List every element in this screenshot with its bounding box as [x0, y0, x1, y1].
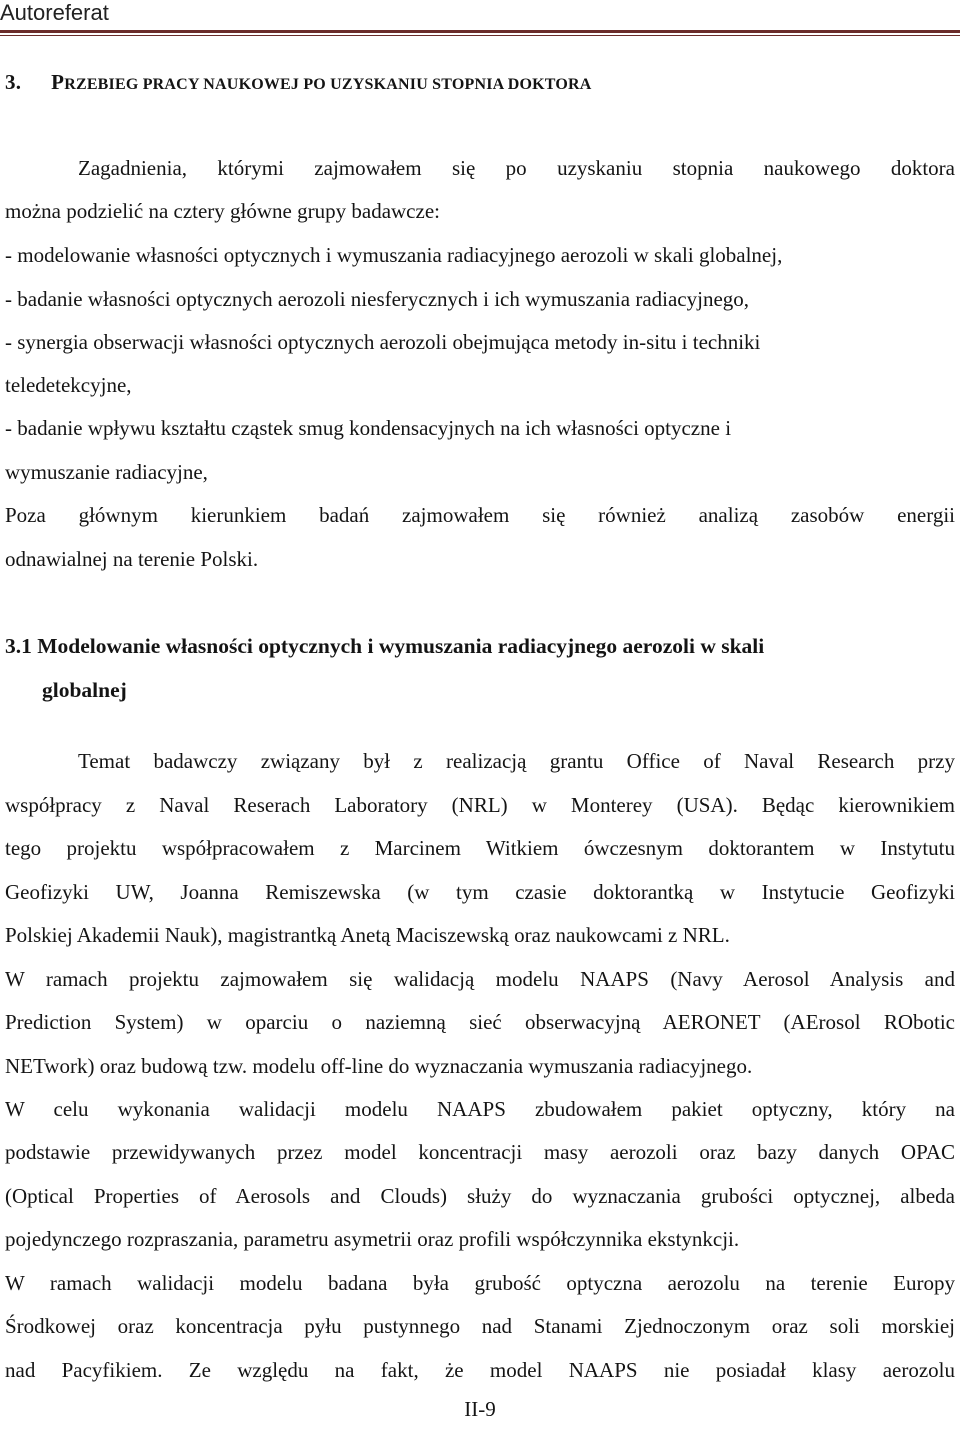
- body-line: współpracy z Naval Reserach Laboratory (NRL) w Monterey (USA). Będąc kierownikiem: [5, 793, 955, 817]
- section-heading: [5, 68, 592, 99]
- body-line: można podzielić na cztery główne grupy badawcze:: [5, 199, 440, 223]
- body-line: podstawie przewidywanych przez model koncentracji masy aerozoli oraz bazy danych OPAC: [5, 1140, 955, 1164]
- body-line: Geofizyki UW, Joanna Remiszewska (w tym czasie doktorantką w Instytucie Geofizyki: [5, 880, 955, 904]
- body-line: (Optical Properties of Aerosols and Clouds) służy do wyznaczania grubości optycznej, albeda: [5, 1184, 955, 1208]
- list-item: - badanie własności optycznych aerozoli niesferycznych i ich wymuszania radiacyjnego,: [5, 287, 750, 311]
- list-item-continuation: teledetekcyjne,: [5, 373, 132, 397]
- section-number: 3.: [5, 70, 22, 94]
- body-line: Zagadnienia, którymi zajmowałem się po uzyskaniu stopnia naukowego doktora: [78, 156, 955, 180]
- list-item: - synergia obserwacji własności optycznych aerozoli obejmująca metody in-situ i techniki: [5, 330, 761, 354]
- section-title-initial: P: [51, 70, 65, 94]
- body-line: Poza głównym kierunkiem badań zajmowałem się również analizą zasobów energii: [5, 503, 955, 527]
- body-line: W celu wykonania walidacji modelu NAAPS zbudowałem pakiet optyczny, który na: [5, 1097, 955, 1121]
- list-item: - modelowanie własności optycznych i wymuszania radiacyjnego aerozoli w skali globalnej,: [5, 243, 783, 267]
- list-item: - badanie wpływu kształtu cząstek smug kondensacyjnych na ich własności optyczne i: [5, 416, 732, 440]
- page-number: II-9: [464, 1397, 496, 1421]
- list-item-continuation: wymuszanie radiacyjne,: [5, 460, 208, 484]
- body-line: Polskiej Akademii Nauk), magistrantką Anetą Maciszewską oraz naukowcami z NRL.: [5, 923, 730, 947]
- body-line: nad Pacyfikiem. Ze względu na fakt, że model NAAPS nie posiadał klasy aerozolu: [5, 1358, 955, 1382]
- body-line: W ramach projektu zajmowałem się walidacją modelu NAAPS (Navy Aerosol Analysis and: [5, 967, 955, 991]
- subsection-heading: 3.1 Modelowanie własności optycznych i wymuszania radiacyjnego aerozoli w skali: [5, 634, 765, 658]
- subsection-heading-continuation: globalnej: [42, 678, 127, 702]
- running-header: Autoreferat: [0, 0, 109, 25]
- body-line: NETwork) oraz budową tzw. modelu off-line do wyznaczania wymuszania radiacyjnego.: [5, 1054, 753, 1078]
- header-rule: [0, 30, 960, 33]
- body-line: pojedynczego rozpraszania, parametru asymetrii oraz profili współczynnika ekstynkcji.: [5, 1227, 740, 1251]
- body-line: Środkowej oraz koncentracja pyłu pustynnego nad Stanami Zjednoczonym oraz soli morskiej: [5, 1314, 955, 1338]
- header-rule-thin: [0, 35, 960, 36]
- body-line: Temat badawczy związany był z realizacją grantu Office of Naval Research przy: [78, 749, 955, 773]
- body-line: odnawialnej na terenie Polski.: [5, 547, 259, 571]
- section-title-rest: RZEBIEG PRACY NAUKOWEJ PO UZYSKANIU STOPNIA DOKTORA: [64, 76, 592, 93]
- body-line: W ramach walidacji modelu badana była grubość optyczna aerozolu na terenie Europy: [5, 1271, 955, 1295]
- body-line: Prediction System) w oparciu o naziemną sieć obserwacyjną AERONET (AErosol RObotic: [5, 1010, 955, 1034]
- body-line: tego projektu współpracowałem z Marcinem Witkiem ówczesnym doktorantem w Instytutu: [5, 836, 955, 860]
